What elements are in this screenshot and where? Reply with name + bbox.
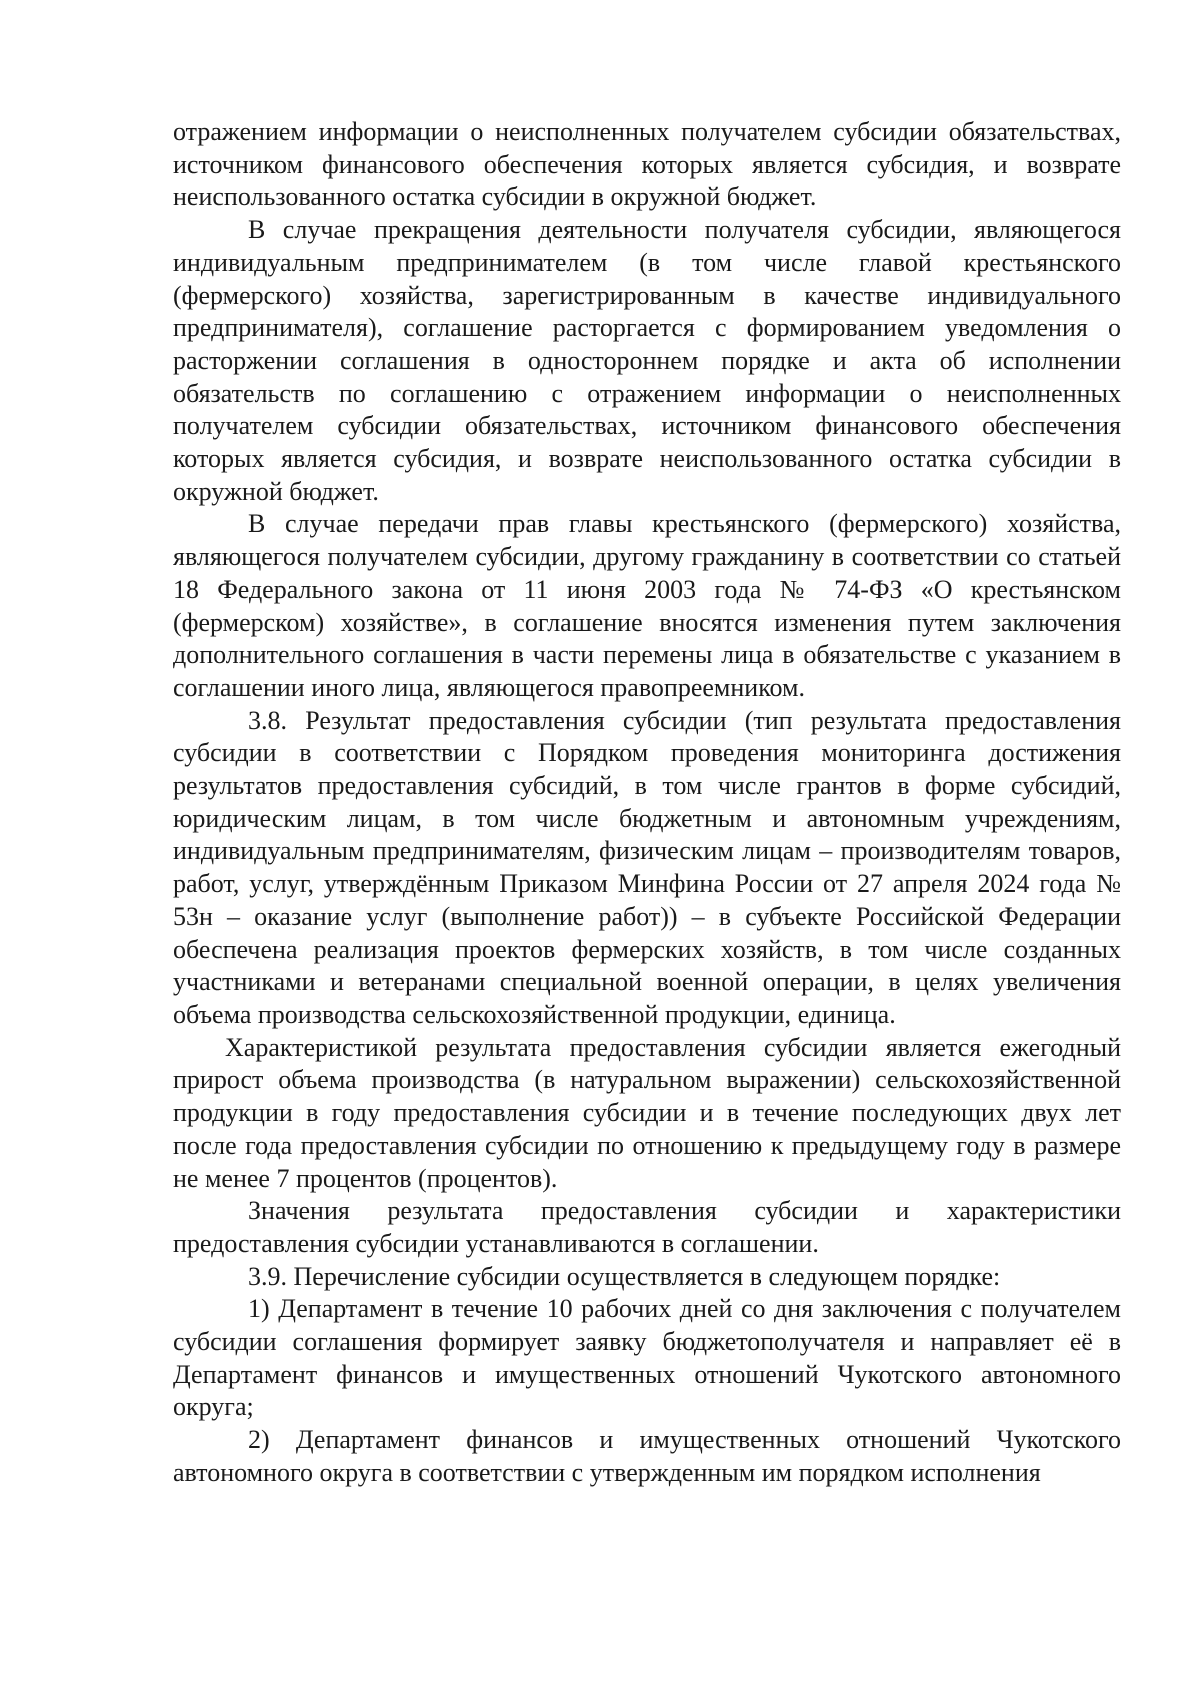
- paragraph-result-characteristic: Характеристикой результата предоставления субсидии является ежегодный прирост объема производства (в натуральном выражении) сельскохозяйственной продукции в году предоставления субсидии и в течение последующих двух лет после года предоставления субсидии по отношению к предыдущему году в размере не менее 7 процентов (процентов).: [173, 1032, 1121, 1193]
- paragraph-3-8-result: 3.8. Результат предоставления субсидии (тип результата предоставления субсидии в соответствии с Порядком проведения мониторинга достижения результатов предоставления субсидий, в том числе грантов в форме субсидий, юридическим лицам, в том числе бюджетным и автономным учреждениям, индивидуальным предпринимателям, физическим лицам – производителям товаров, работ, услуг, утверждённым Приказом Минфина России от 27 апреля 2024 года № 53н – оказание услуг (выполнение работ)) – в субъекте Российской Федерации обеспечена реализация проектов фермерских хозяйств, в том числе созданных участниками и ветеранами специальной военной операции, в целях увеличения объема производства сельскохозяйственной продукции, единица.: [173, 705, 1121, 1029]
- document-body: [173, 116, 1121, 1490]
- paragraph-transfer-of-rights: В случае передачи прав главы крестьянского (фермерского) хозяйства, являющегося получателем субсидии, другому гражданину в соответствии со статьей 18 Федерального закона от 11 июня 2003 года № 74-ФЗ «О крестьянском (фермерском) хозяйстве», в соглашение вносятся изменения путем заключения дополнительного соглашения в части перемены лица в обязательстве с указанием в соглашении иного лица, являющегося правопреемником.: [173, 509, 1121, 702]
- paragraph-termination-of-activity: В случае прекращения деятельности получателя субсидии, являющегося индивидуальным предпринимателем (в том числе главой крестьянского (фермерского) хозяйства, зарегистрированным в качестве индивидуального предпринимателя), соглашение расторгается с формированием уведомления о расторжении соглашения в одностороннем порядке и акта об исполнении обязательств по соглашению с отражением информации о неисполненных получателем субсидии обязательствах, источником финансового обеспечения которых является субсидия, и возврате неиспользованного остатка субсидии в окружной бюджет.: [173, 215, 1121, 506]
- paragraph-continuation: отражением информации о неисполненных получателем субсидии обязательствах, источником финансового обеспечения которых является субсидия, и возврате неиспользованного остатка субсидии в окружной бюджет.: [173, 117, 1121, 212]
- list-item-1: 1) Департамент в течение 10 рабочих дней со дня заключения с получателем субсидии соглашения формирует заявку бюджетополучателя и направляет её в Департамент финансов и имущественных отношений Чукотского автономного округа;: [173, 1294, 1121, 1422]
- paragraph-result-values: Значения результата предоставления субсидии и характеристики предоставления субсидии устанавливаются в соглашении.: [173, 1196, 1121, 1258]
- list-item-2: 2) Департамент финансов и имущественных отношений Чукотского автономного округа в соответствии с утвержденным им порядком исполнения: [173, 1425, 1121, 1487]
- paragraph-3-9-transfer: 3.9. Перечисление субсидии осуществляется в следующем порядке:: [248, 1261, 1001, 1291]
